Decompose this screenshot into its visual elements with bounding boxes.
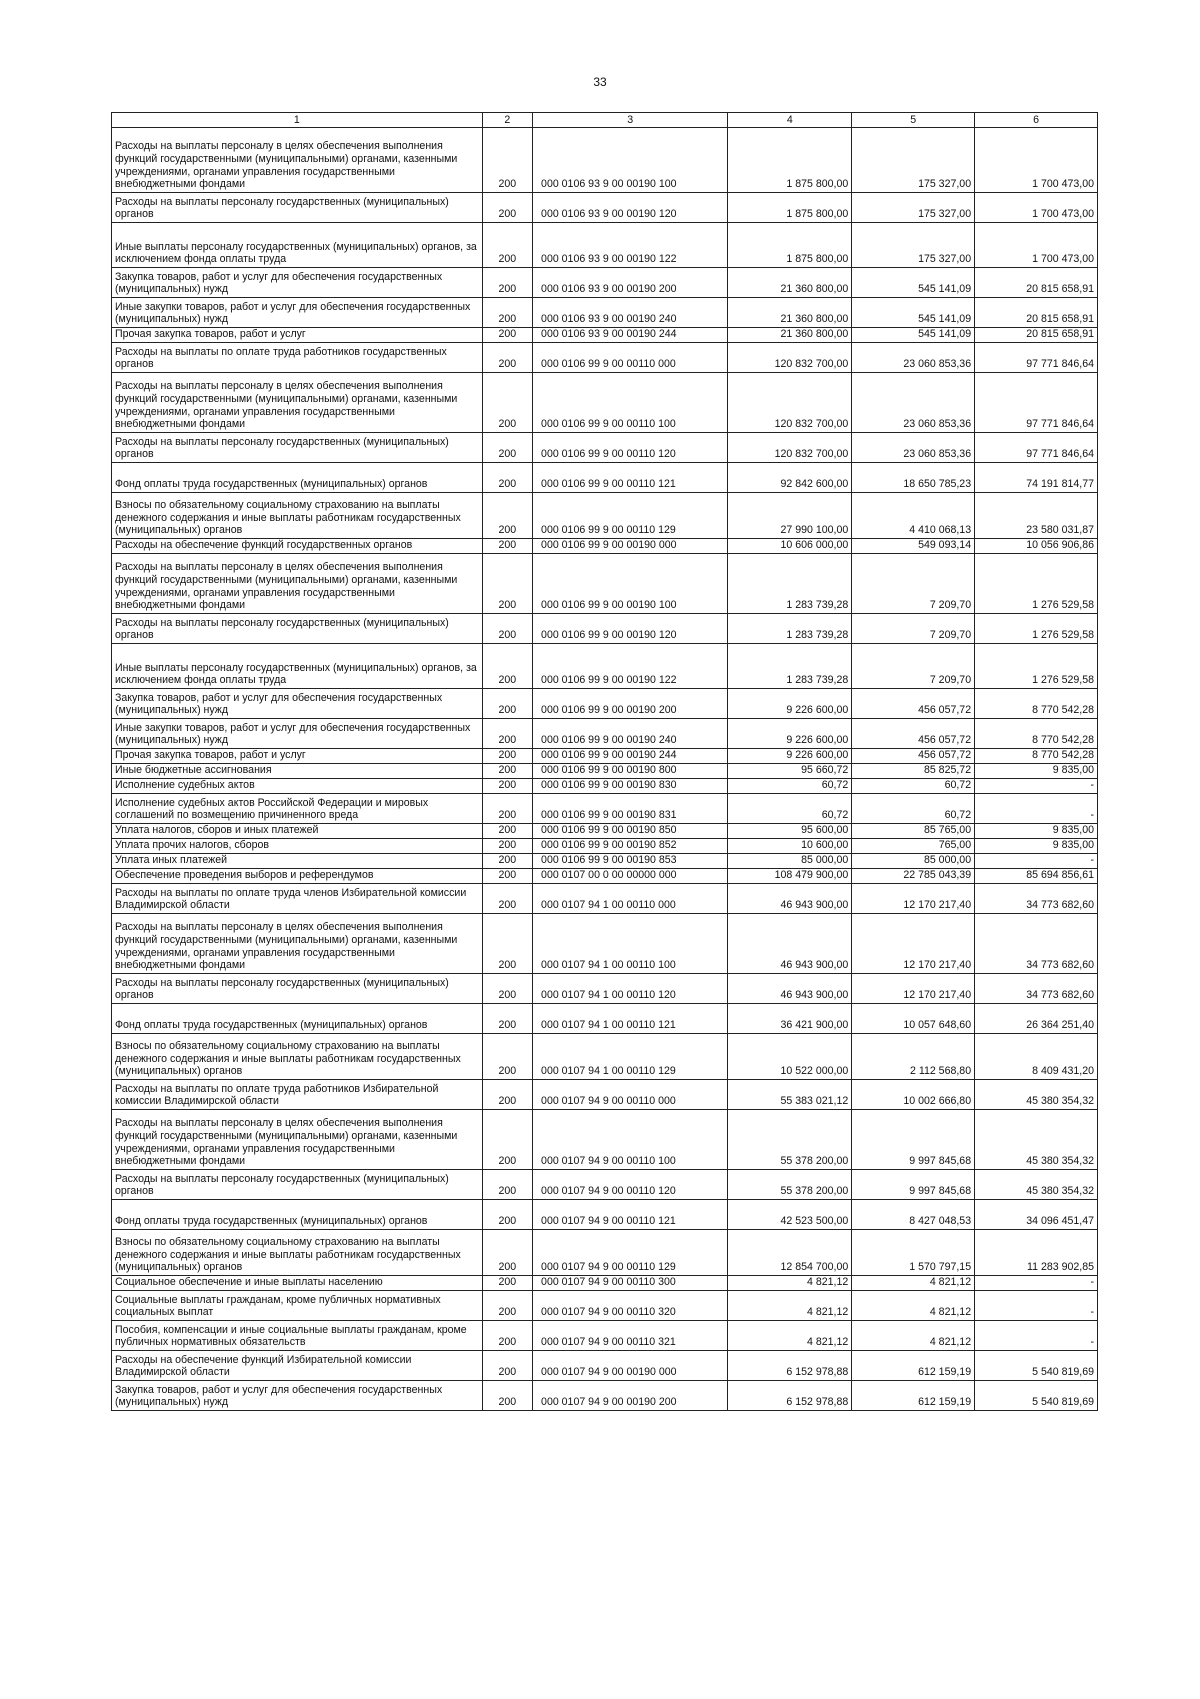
row-executed-amount: 456 057,72 [852,719,975,749]
row-unexecuted-amount: 11 283 902,85 [975,1230,1098,1276]
row-approved-amount: 60,72 [728,794,852,824]
row-approved-amount: 108 479 900,00 [728,869,852,884]
row-unexecuted-amount: 1 276 529,58 [975,554,1098,614]
row-description: Уплата налогов, сборов и иных платежей [112,824,483,839]
row-description: Иные закупки товаров, работ и услуг для обеспечения государственных (муниципальных) нужд [112,719,483,749]
row-line-code: 200 [482,719,532,749]
row-line-code: 200 [482,974,532,1004]
row-executed-amount: 456 057,72 [852,689,975,719]
row-description: Прочая закупка товаров, работ и услуг [112,328,483,343]
row-approved-amount: 9 226 600,00 [728,719,852,749]
row-approved-amount: 46 943 900,00 [728,974,852,1004]
row-budget-code: 000 0106 99 9 00 00190 852 [533,839,728,854]
row-approved-amount: 21 360 800,00 [728,328,852,343]
row-line-code: 200 [482,1170,532,1200]
row-description: Взносы по обязательному социальному страхованию на выплаты денежного содержания и иные выплаты работникам государственных (муниципальных) органов [112,493,483,539]
row-unexecuted-amount: 85 694 856,61 [975,869,1098,884]
row-executed-amount: 9 997 845,68 [852,1170,975,1200]
row-budget-code: 000 0107 94 1 00 00110 120 [533,974,728,1004]
row-budget-code: 000 0107 94 9 00 00110 100 [533,1110,728,1170]
row-line-code: 200 [482,854,532,869]
row-unexecuted-amount: - [975,1321,1098,1351]
table-row [112,554,1098,614]
row-description: Расходы на выплаты персоналу государственных (муниципальных) органов [112,433,483,463]
row-unexecuted-amount: 34 096 451,47 [975,1200,1098,1230]
row-unexecuted-amount: 1 276 529,58 [975,614,1098,644]
table-row [112,764,1098,779]
row-executed-amount: 60,72 [852,779,975,794]
row-budget-code: 000 0106 99 9 00 00190 120 [533,614,728,644]
row-budget-code: 000 0107 94 1 00 00110 121 [533,1004,728,1034]
row-description: Расходы на выплаты персоналу в целях обеспечения выполнения функций государственными (муниципальными) органами, казенными учреждениями, органами управления государственными внебюджетными фондами [112,128,483,193]
row-executed-amount: 12 170 217,40 [852,914,975,974]
row-unexecuted-amount: 34 773 682,60 [975,884,1098,914]
row-budget-code: 000 0107 94 1 00 00110 100 [533,914,728,974]
table-row [112,914,1098,974]
row-line-code: 200 [482,644,532,689]
table-row [112,493,1098,539]
column-header: 3 [533,113,728,128]
row-unexecuted-amount: 1 700 473,00 [975,193,1098,223]
row-approved-amount: 55 378 200,00 [728,1110,852,1170]
row-unexecuted-amount: 23 580 031,87 [975,493,1098,539]
row-budget-code: 000 0107 94 9 00 00110 300 [533,1276,728,1291]
row-unexecuted-amount: - [975,1276,1098,1291]
row-description: Расходы на выплаты персоналу государственных (муниципальных) органов [112,193,483,223]
row-executed-amount: 765,00 [852,839,975,854]
row-budget-code: 000 0107 94 9 00 00110 320 [533,1291,728,1321]
table-row [112,1321,1098,1351]
row-description: Расходы на обеспечение функций Избирательной комиссии Владимирской области [112,1351,483,1381]
row-unexecuted-amount: 9 835,00 [975,764,1098,779]
row-approved-amount: 55 378 200,00 [728,1170,852,1200]
row-unexecuted-amount: 5 540 819,69 [975,1351,1098,1381]
row-line-code: 200 [482,493,532,539]
table-row [112,1351,1098,1381]
row-approved-amount: 1 283 739,28 [728,554,852,614]
row-description: Расходы на выплаты персоналу в целях обеспечения выполнения функций государственными (муниципальными) органами, казенными учреждениями, органами управления государственными внебюджетными фондами [112,554,483,614]
row-budget-code: 000 0106 99 9 00 00110 129 [533,493,728,539]
row-budget-code: 000 0107 94 9 00 00190 000 [533,1351,728,1381]
table-row [112,223,1098,268]
row-unexecuted-amount: 20 815 658,91 [975,328,1098,343]
row-description: Уплата иных платежей [112,854,483,869]
row-approved-amount: 6 152 978,88 [728,1381,852,1411]
row-approved-amount: 1 875 800,00 [728,193,852,223]
row-approved-amount: 21 360 800,00 [728,298,852,328]
row-budget-code: 000 0106 99 9 00 00190 853 [533,854,728,869]
row-budget-code: 000 0106 93 9 00 00190 240 [533,298,728,328]
row-budget-code: 000 0106 99 9 00 00110 000 [533,343,728,373]
row-approved-amount: 21 360 800,00 [728,268,852,298]
row-approved-amount: 60,72 [728,779,852,794]
budget-execution-table [111,112,1098,1411]
row-executed-amount: 4 410 068,13 [852,493,975,539]
row-approved-amount: 10 522 000,00 [728,1034,852,1080]
table-row [112,974,1098,1004]
row-line-code: 200 [482,749,532,764]
row-description: Расходы на выплаты персоналу государственных (муниципальных) органов [112,1170,483,1200]
row-budget-code: 000 0106 99 9 00 00110 120 [533,433,728,463]
row-budget-code: 000 0107 94 9 00 00110 120 [533,1170,728,1200]
table-row [112,373,1098,433]
row-executed-amount: 23 060 853,36 [852,373,975,433]
row-approved-amount: 120 832 700,00 [728,373,852,433]
table-row [112,749,1098,764]
row-line-code: 200 [482,373,532,433]
row-approved-amount: 4 821,12 [728,1276,852,1291]
row-description: Иные выплаты персоналу государственных (муниципальных) органов, за исключением фонда оплаты труда [112,223,483,268]
row-line-code: 200 [482,839,532,854]
row-unexecuted-amount: 26 364 251,40 [975,1004,1098,1034]
row-description: Закупка товаров, работ и услуг для обеспечения государственных (муниципальных) нужд [112,689,483,719]
table-row [112,1004,1098,1034]
table-row [112,1170,1098,1200]
row-approved-amount: 10 600,00 [728,839,852,854]
table-row [112,539,1098,554]
row-description: Обеспечение проведения выборов и референдумов [112,869,483,884]
table-row [112,433,1098,463]
table-header-row [112,113,1098,128]
row-executed-amount: 545 141,09 [852,298,975,328]
row-line-code: 200 [482,268,532,298]
table-row [112,794,1098,824]
row-budget-code: 000 0106 99 9 00 00190 800 [533,764,728,779]
table-row [112,298,1098,328]
row-executed-amount: 4 821,12 [852,1276,975,1291]
row-description: Взносы по обязательному социальному страхованию на выплаты денежного содержания и иные выплаты работникам государственных (муниципальных) органов [112,1034,483,1080]
row-budget-code: 000 0106 99 9 00 00190 000 [533,539,728,554]
row-unexecuted-amount: 1 700 473,00 [975,128,1098,193]
row-description: Расходы на выплаты персоналу в целях обеспечения выполнения функций государственными (муниципальными) органами, казенными учреждениями, органами управления государственными внебюджетными фондами [112,1110,483,1170]
row-executed-amount: 4 821,12 [852,1291,975,1321]
row-unexecuted-amount: - [975,854,1098,869]
table-row [112,824,1098,839]
row-approved-amount: 9 226 600,00 [728,689,852,719]
column-header: 6 [975,113,1098,128]
row-approved-amount: 85 000,00 [728,854,852,869]
row-line-code: 200 [482,1004,532,1034]
row-line-code: 200 [482,884,532,914]
row-budget-code: 000 0107 94 9 00 00110 121 [533,1200,728,1230]
row-description: Социальные выплаты гражданам, кроме публичных нормативных социальных выплат [112,1291,483,1321]
row-description: Уплата прочих налогов, сборов [112,839,483,854]
row-approved-amount: 92 842 600,00 [728,463,852,493]
row-line-code: 200 [482,914,532,974]
row-unexecuted-amount: - [975,794,1098,824]
row-description: Закупка товаров, работ и услуг для обеспечения государственных (муниципальных) нужд [112,268,483,298]
row-approved-amount: 10 606 000,00 [728,539,852,554]
row-approved-amount: 9 226 600,00 [728,749,852,764]
row-approved-amount: 1 875 800,00 [728,223,852,268]
row-line-code: 200 [482,539,532,554]
row-budget-code: 000 0106 93 9 00 00190 122 [533,223,728,268]
row-unexecuted-amount: 8 409 431,20 [975,1034,1098,1080]
row-unexecuted-amount: 97 771 846,64 [975,343,1098,373]
row-unexecuted-amount: 10 056 906,86 [975,539,1098,554]
row-executed-amount: 22 785 043,39 [852,869,975,884]
row-budget-code: 000 0106 93 9 00 00190 100 [533,128,728,193]
table-row [112,463,1098,493]
row-budget-code: 000 0106 99 9 00 00190 244 [533,749,728,764]
row-approved-amount: 46 943 900,00 [728,914,852,974]
row-executed-amount: 7 209,70 [852,614,975,644]
table-row [112,1291,1098,1321]
row-unexecuted-amount: 45 380 354,32 [975,1110,1098,1170]
row-line-code: 200 [482,1110,532,1170]
row-line-code: 200 [482,343,532,373]
row-budget-code: 000 0107 94 1 00 00110 000 [533,884,728,914]
row-line-code: 200 [482,764,532,779]
row-description: Исполнение судебных актов [112,779,483,794]
row-unexecuted-amount: 45 380 354,32 [975,1170,1098,1200]
row-approved-amount: 12 854 700,00 [728,1230,852,1276]
row-executed-amount: 175 327,00 [852,193,975,223]
column-header: 5 [852,113,975,128]
row-description: Расходы на обеспечение функций государственных органов [112,539,483,554]
row-budget-code: 000 0107 00 0 00 00000 000 [533,869,728,884]
row-line-code: 200 [482,128,532,193]
row-executed-amount: 85 000,00 [852,854,975,869]
row-description: Прочая закупка товаров, работ и услуг [112,749,483,764]
row-line-code: 200 [482,1351,532,1381]
row-executed-amount: 10 002 666,80 [852,1080,975,1110]
row-description: Фонд оплаты труда государственных (муниципальных) органов [112,1004,483,1034]
row-executed-amount: 10 057 648,60 [852,1004,975,1034]
row-description: Расходы на выплаты персоналу государственных (муниципальных) органов [112,974,483,1004]
row-line-code: 200 [482,433,532,463]
row-line-code: 200 [482,1230,532,1276]
row-unexecuted-amount: 1 276 529,58 [975,644,1098,689]
table-row [112,128,1098,193]
row-executed-amount: 545 141,09 [852,268,975,298]
table-row [112,1034,1098,1080]
row-line-code: 200 [482,614,532,644]
table-row [112,343,1098,373]
row-budget-code: 000 0106 93 9 00 00190 244 [533,328,728,343]
row-executed-amount: 9 997 845,68 [852,1110,975,1170]
row-budget-code: 000 0107 94 9 00 00190 200 [533,1381,728,1411]
row-budget-code: 000 0106 99 9 00 00190 240 [533,719,728,749]
row-executed-amount: 456 057,72 [852,749,975,764]
row-approved-amount: 120 832 700,00 [728,433,852,463]
row-executed-amount: 549 093,14 [852,539,975,554]
row-budget-code: 000 0106 99 9 00 00190 200 [533,689,728,719]
row-budget-code: 000 0106 99 9 00 00190 830 [533,779,728,794]
row-budget-code: 000 0106 99 9 00 00190 100 [533,554,728,614]
row-unexecuted-amount: 20 815 658,91 [975,298,1098,328]
table-row [112,719,1098,749]
row-approved-amount: 55 383 021,12 [728,1080,852,1110]
row-approved-amount: 42 523 500,00 [728,1200,852,1230]
row-line-code: 200 [482,1034,532,1080]
table-row [112,869,1098,884]
table-row [112,689,1098,719]
row-description: Расходы на выплаты по оплате труда работников государственных органов [112,343,483,373]
row-budget-code: 000 0106 99 9 00 00110 121 [533,463,728,493]
row-approved-amount: 4 821,12 [728,1291,852,1321]
row-approved-amount: 27 990 100,00 [728,493,852,539]
row-budget-code: 000 0106 99 9 00 00190 122 [533,644,728,689]
row-line-code: 200 [482,1200,532,1230]
row-unexecuted-amount: 1 700 473,00 [975,223,1098,268]
row-budget-code: 000 0107 94 9 00 00110 129 [533,1230,728,1276]
row-description: Иные бюджетные ассигнования [112,764,483,779]
table-row [112,328,1098,343]
row-budget-code: 000 0106 99 9 00 00190 831 [533,794,728,824]
table-row [112,884,1098,914]
table-row [112,854,1098,869]
row-description: Взносы по обязательному социальному страхованию на выплаты денежного содержания и иные выплаты работникам государственных (муниципальных) органов [112,1230,483,1276]
row-budget-code: 000 0106 93 9 00 00190 120 [533,193,728,223]
row-line-code: 200 [482,1291,532,1321]
row-description: Фонд оплаты труда государственных (муниципальных) органов [112,463,483,493]
row-executed-amount: 7 209,70 [852,644,975,689]
row-description: Закупка товаров, работ и услуг для обеспечения государственных (муниципальных) нужд [112,1381,483,1411]
row-executed-amount: 175 327,00 [852,128,975,193]
row-approved-amount: 95 600,00 [728,824,852,839]
row-executed-amount: 612 159,19 [852,1351,975,1381]
row-unexecuted-amount: - [975,1291,1098,1321]
row-unexecuted-amount: 97 771 846,64 [975,433,1098,463]
table-row [112,193,1098,223]
row-budget-code: 000 0107 94 9 00 00110 000 [533,1080,728,1110]
row-executed-amount: 85 825,72 [852,764,975,779]
row-description: Социальное обеспечение и иные выплаты населению [112,1276,483,1291]
row-executed-amount: 18 650 785,23 [852,463,975,493]
table-row [112,644,1098,689]
row-unexecuted-amount: 5 540 819,69 [975,1381,1098,1411]
row-executed-amount: 4 821,12 [852,1321,975,1351]
table-row [112,1276,1098,1291]
row-executed-amount: 23 060 853,36 [852,433,975,463]
row-approved-amount: 36 421 900,00 [728,1004,852,1034]
row-line-code: 200 [482,193,532,223]
row-description: Расходы на выплаты по оплате труда членов Избирательной комиссии Владимирской области [112,884,483,914]
row-line-code: 200 [482,1321,532,1351]
row-line-code: 200 [482,554,532,614]
row-line-code: 200 [482,463,532,493]
row-approved-amount: 1 283 739,28 [728,614,852,644]
table-row [112,614,1098,644]
row-line-code: 200 [482,328,532,343]
row-executed-amount: 12 170 217,40 [852,884,975,914]
row-executed-amount: 1 570 797,15 [852,1230,975,1276]
row-description: Иные выплаты персоналу государственных (муниципальных) органов, за исключением фонда оплаты труда [112,644,483,689]
table-row [112,1381,1098,1411]
row-budget-code: 000 0106 99 9 00 00190 850 [533,824,728,839]
row-executed-amount: 60,72 [852,794,975,824]
row-executed-amount: 85 765,00 [852,824,975,839]
row-line-code: 200 [482,689,532,719]
row-line-code: 200 [482,1276,532,1291]
table-row [112,779,1098,794]
row-unexecuted-amount: 34 773 682,60 [975,914,1098,974]
row-unexecuted-amount: 74 191 814,77 [975,463,1098,493]
row-unexecuted-amount: 9 835,00 [975,839,1098,854]
row-unexecuted-amount: 8 770 542,28 [975,749,1098,764]
row-unexecuted-amount: 97 771 846,64 [975,373,1098,433]
row-line-code: 200 [482,779,532,794]
row-executed-amount: 545 141,09 [852,328,975,343]
row-line-code: 200 [482,298,532,328]
row-line-code: 200 [482,794,532,824]
row-executed-amount: 23 060 853,36 [852,343,975,373]
row-unexecuted-amount: 45 380 354,32 [975,1080,1098,1110]
table-row [112,839,1098,854]
row-executed-amount: 12 170 217,40 [852,974,975,1004]
row-approved-amount: 4 821,12 [728,1321,852,1351]
column-header: 2 [482,113,532,128]
row-approved-amount: 120 832 700,00 [728,343,852,373]
row-budget-code: 000 0107 94 9 00 00110 321 [533,1321,728,1351]
table-row [112,1230,1098,1276]
row-approved-amount: 46 943 900,00 [728,884,852,914]
row-unexecuted-amount: 9 835,00 [975,824,1098,839]
page-number: 33 [593,75,607,89]
table-row [112,1200,1098,1230]
row-executed-amount: 2 112 568,80 [852,1034,975,1080]
row-executed-amount: 612 159,19 [852,1381,975,1411]
row-budget-code: 000 0106 93 9 00 00190 200 [533,268,728,298]
row-unexecuted-amount: - [975,779,1098,794]
row-unexecuted-amount: 34 773 682,60 [975,974,1098,1004]
table-row [112,1080,1098,1110]
row-executed-amount: 175 327,00 [852,223,975,268]
row-description: Расходы на выплаты персоналу в целях обеспечения выполнения функций государственными (муниципальными) органами, казенными учреждениями, органами управления государственными внебюджетными фондами [112,914,483,974]
row-executed-amount: 7 209,70 [852,554,975,614]
row-line-code: 200 [482,1381,532,1411]
row-description: Пособия, компенсации и иные социальные выплаты гражданам, кроме публичных нормативных обязательств [112,1321,483,1351]
row-line-code: 200 [482,869,532,884]
row-description: Фонд оплаты труда государственных (муниципальных) органов [112,1200,483,1230]
table-row [112,268,1098,298]
row-description: Расходы на выплаты по оплате труда работников Избирательной комиссии Владимирской области [112,1080,483,1110]
row-description: Исполнение судебных актов Российской Федерации и мировых соглашений по возмещению причиненного вреда [112,794,483,824]
table-row [112,1110,1098,1170]
column-header: 1 [112,113,483,128]
row-budget-code: 000 0106 99 9 00 00110 100 [533,373,728,433]
row-approved-amount: 6 152 978,88 [728,1351,852,1381]
row-description: Расходы на выплаты персоналу в целях обеспечения выполнения функций государственными (муниципальными) органами, казенными учреждениями, органами управления государственными внебюджетными фондами [112,373,483,433]
row-line-code: 200 [482,1080,532,1110]
row-description: Расходы на выплаты персоналу государственных (муниципальных) органов [112,614,483,644]
row-description: Иные закупки товаров, работ и услуг для обеспечения государственных (муниципальных) нужд [112,298,483,328]
row-unexecuted-amount: 8 770 542,28 [975,689,1098,719]
row-unexecuted-amount: 20 815 658,91 [975,268,1098,298]
row-executed-amount: 8 427 048,53 [852,1200,975,1230]
row-unexecuted-amount: 8 770 542,28 [975,719,1098,749]
row-budget-code: 000 0107 94 1 00 00110 129 [533,1034,728,1080]
row-approved-amount: 1 283 739,28 [728,644,852,689]
column-header: 4 [728,113,852,128]
row-approved-amount: 95 660,72 [728,764,852,779]
row-line-code: 200 [482,824,532,839]
row-line-code: 200 [482,223,532,268]
row-approved-amount: 1 875 800,00 [728,128,852,193]
